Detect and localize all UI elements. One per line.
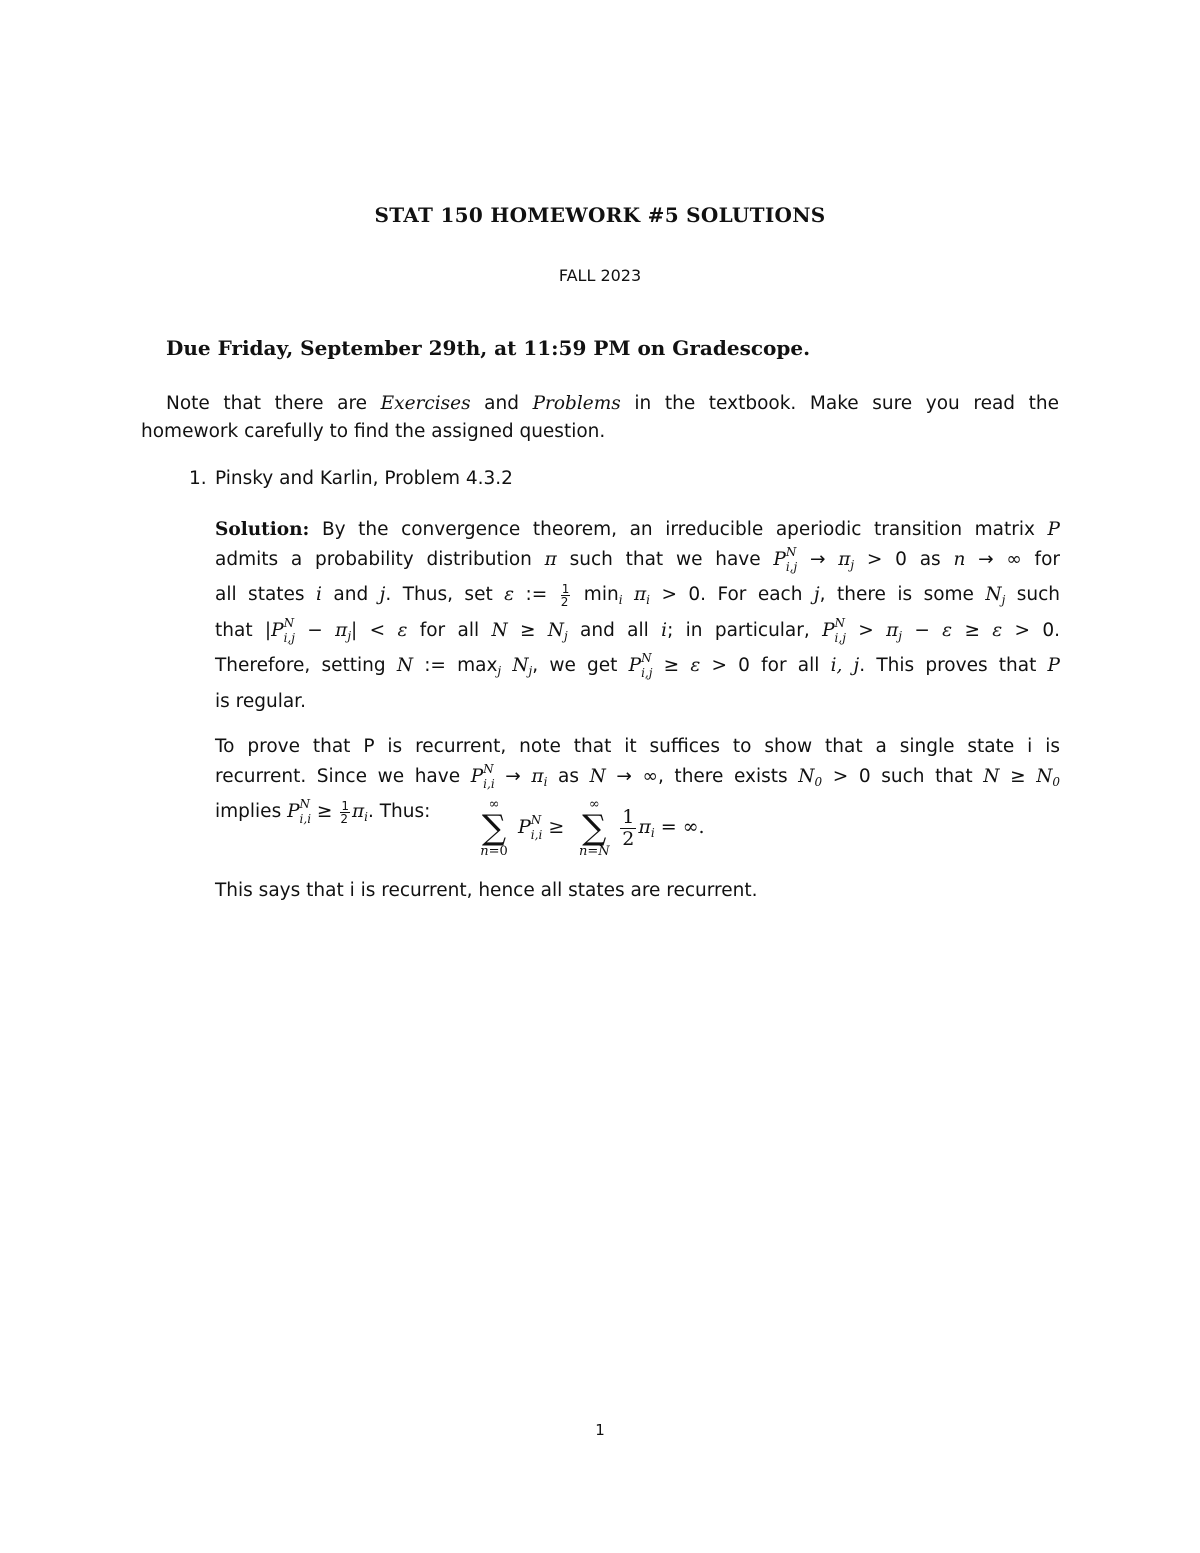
note-problems: Problems [532, 393, 621, 414]
solution-body [215, 515, 1060, 833]
note-line-1 [141, 390, 1059, 418]
summation-equation: ∞ ∑ n=0 P N i,i ≥ ∞ ∑ n=N $\frac{1}{2}$ $\pi_i$ = ∞. [480, 797, 705, 859]
paragraph-2-row-1: To prove that P is recurrent, note that it suffices to show that a single state i is [215, 736, 1060, 757]
problem-heading [189, 468, 513, 489]
solution-paragraph-2: To prove that P is recurrent, note that it suffices to show that a single state i is recurrent. Since we have P N i,i → $\pi_i$ as N → ∞, there exists $N_0 > 0$ such that $N \ge N_0$ implies P N i,i ≥ $\frac{1}{2}$ $\pi_i$. Thus: [215, 732, 1060, 833]
term-label: FALL 2023 [558, 266, 642, 285]
due-date: Due Friday, September 29th, at 11:59 PM on Gradescope. [166, 336, 811, 360]
note-line-2: homework carefully to find the assigned question. [141, 421, 606, 442]
note-text: and [470, 393, 533, 414]
page-title: STAT 150 HOMEWORK #5 SOLUTIONS [374, 203, 826, 227]
problem-number: 1. [189, 468, 207, 489]
problem-label: Pinsky and Karlin, Problem 4.3.2 [215, 468, 513, 489]
instructions-note [141, 390, 1059, 446]
solution-paragraph-1: Solution: By the convergence theorem, an irreducible aperiodic transition matrix P admits a probability distribution π such that we have P N i,j → $\pi_j > 0$ as n → ∞ for all states i and j. Thus, set ε := $\frac{1}{2}$ $\min_i \pi_i > 0$. For each j, there is some $N_j$ such that |P N i,j − $\pi_j| < \varepsilon$ for all $N \ge N_j$ and all i; in particular, P N i,j > $\pi_j - \varepsilon \ge \varepsilon > 0$. Therefore, setting N := $\max_j N_j$, we get P N i,j ≥ ε > 0 for all i, j. This proves that P is regular. [215, 519, 1061, 712]
note-text: Note that there are [166, 393, 381, 414]
page-number: 1 [595, 1421, 605, 1439]
closing-sentence: This says that i is recurrent, hence all states are recurrent. [215, 880, 758, 901]
note-exercises: Exercises [380, 393, 471, 414]
solution-label: Solution: [215, 519, 310, 540]
note-text: in the textbook. Make sure you read the [620, 393, 1059, 414]
